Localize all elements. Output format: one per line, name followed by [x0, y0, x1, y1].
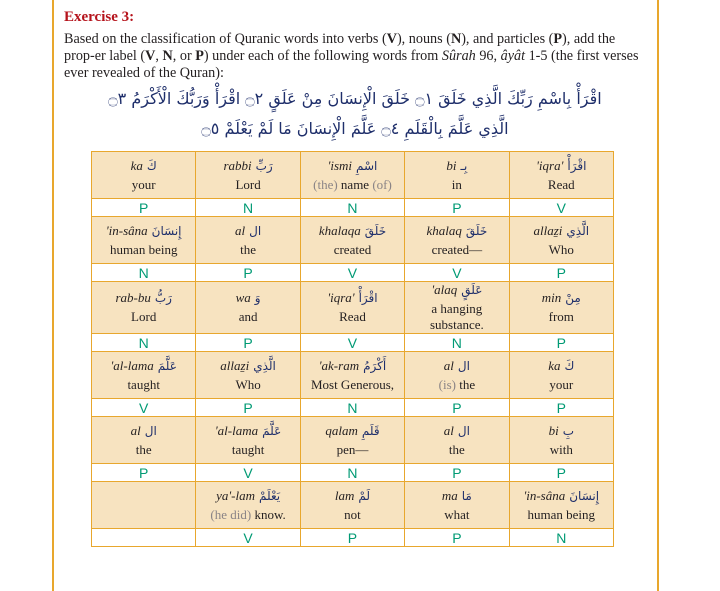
- label-row: [92, 199, 614, 217]
- word-row: [92, 417, 614, 464]
- english-gloss: [92, 242, 195, 258]
- gloss-text: created—: [431, 241, 483, 257]
- english-gloss: [301, 242, 404, 258]
- english-gloss: [510, 242, 613, 258]
- word-class-label: P: [196, 334, 300, 352]
- word-row: [92, 152, 614, 199]
- word-cell: [300, 282, 404, 334]
- word-cell: [92, 282, 196, 334]
- left-margin-rule: [52, 0, 54, 591]
- gloss-text: in: [451, 176, 462, 192]
- gloss-text: created: [333, 241, 372, 257]
- gloss-text: taught: [127, 376, 160, 392]
- word-class-label: P: [405, 464, 509, 482]
- word-class-label: P: [405, 199, 509, 217]
- gloss-text: Most Generous,: [310, 376, 394, 392]
- arabic-word: يَعْلَمْ: [258, 488, 281, 503]
- english-gloss: [405, 301, 508, 333]
- word-cell: [196, 352, 300, 399]
- word-class-label: V: [300, 334, 404, 352]
- gloss-text: your: [131, 176, 156, 192]
- gloss-prefix: (is): [438, 376, 460, 392]
- english-gloss: [196, 242, 299, 258]
- word-classification-table: [91, 151, 614, 547]
- transliteration: 'alaq: [431, 282, 458, 297]
- gloss-text: taught: [231, 441, 265, 457]
- label-row: [92, 399, 614, 417]
- arabic-word: خَلَقَ: [465, 223, 488, 238]
- transliteration: allaẕi: [533, 222, 563, 238]
- quran-verse-line-1: اقْرَأْ بِاسْمِ رَبِّكَ الَّذِي خَلَقَ ۝١ خَلَقَ الْإِنسَانَ مِنْ عَلَقٍ ۝٢ اقْرَأْ وَرَبُّكَ الْأَكْرَمُ ۝٣: [108, 89, 602, 108]
- gloss-text: name: [340, 176, 370, 192]
- word-cell: [196, 282, 300, 334]
- word-cell: [92, 352, 196, 399]
- gloss-text: the: [240, 241, 257, 257]
- word-class-label: N: [509, 529, 613, 547]
- arabic-word: إِنسَانَ: [569, 488, 600, 503]
- transliteration: 'al-lama: [110, 357, 154, 373]
- word-class-label: P: [405, 529, 509, 547]
- word-class-label: V: [92, 399, 196, 417]
- english-gloss: [405, 442, 508, 458]
- transliteration: min: [541, 290, 562, 305]
- arabic-word: اسْمِ: [356, 158, 378, 173]
- english-gloss: [510, 177, 613, 193]
- label-row: [92, 264, 614, 282]
- english-gloss: [301, 442, 404, 458]
- arabic-word: لَمْ: [358, 488, 371, 503]
- gloss-text: human being: [109, 241, 178, 257]
- word-class-label: N: [92, 264, 196, 282]
- word-cell: [405, 417, 509, 464]
- gloss-text: not: [344, 506, 361, 522]
- label-row: [92, 334, 614, 352]
- word-row: [92, 282, 614, 334]
- word-class-label: N: [92, 334, 196, 352]
- gloss-prefix: (he did): [210, 506, 255, 522]
- arabic-word: عَلَقٍ: [461, 283, 483, 297]
- gloss-text: the: [135, 441, 152, 457]
- english-gloss: [301, 377, 404, 393]
- gloss-text: and: [238, 309, 258, 324]
- gloss-text: Who: [235, 376, 261, 392]
- word-class-label: V: [196, 529, 300, 547]
- english-gloss: [510, 442, 613, 458]
- transliteration: 'ak-ram: [318, 357, 360, 373]
- word-cell: [300, 417, 404, 464]
- transliteration: 'in-sâna: [523, 487, 566, 503]
- transliteration: ma: [441, 487, 458, 503]
- transliteration: lam: [334, 487, 355, 503]
- gloss-text: a hanging substance.: [429, 301, 484, 332]
- english-gloss: [405, 177, 508, 193]
- english-gloss: [196, 442, 299, 458]
- arabic-word: الَّذِي: [566, 223, 590, 238]
- english-gloss: [510, 309, 613, 325]
- transliteration: khalaq: [426, 222, 462, 238]
- word-cell: [405, 282, 509, 334]
- transliteration: al: [234, 222, 246, 238]
- word-class-label: N: [300, 464, 404, 482]
- arabic-word: أَكْرَمُ: [363, 358, 387, 373]
- english-gloss: [405, 507, 508, 523]
- english-gloss: [301, 177, 404, 193]
- word-cell: [300, 482, 404, 529]
- transliteration: 'iqra': [327, 290, 355, 305]
- word-cell: [300, 152, 404, 199]
- word-cell: [196, 217, 300, 264]
- word-cell: [509, 152, 613, 199]
- english-gloss: [196, 507, 299, 523]
- arabic-word: عَلَّمَ: [262, 423, 282, 438]
- word-cell: [509, 417, 613, 464]
- transliteration: rabbi: [223, 157, 252, 173]
- word-class-label: N: [196, 199, 300, 217]
- arabic-word: كَ: [146, 158, 157, 173]
- word-cell: [92, 417, 196, 464]
- gloss-text: know.: [254, 506, 286, 522]
- arabic-word: وَ: [254, 291, 261, 305]
- word-class-label: P: [509, 334, 613, 352]
- gloss-text: Who: [548, 241, 574, 257]
- word-class-label: P: [509, 399, 613, 417]
- gloss-suffix: (of): [369, 176, 392, 192]
- word-class-label: N: [300, 399, 404, 417]
- transliteration: 'al-lama: [214, 422, 259, 438]
- word-class-label: P: [92, 464, 196, 482]
- label-row: [92, 464, 614, 482]
- transliteration: ya'-lam: [216, 487, 255, 503]
- transliteration: khalaqa: [318, 222, 361, 238]
- word-cell: [300, 352, 404, 399]
- transliteration: al: [443, 357, 454, 373]
- word-cell: [509, 282, 613, 334]
- exercise-instructions: Based on the classification of Quranic words into verbs (V), nouns (N), and particles (P), add the prop-er label (V, N, or P) under each of the following words from Sûrah 96, âyât 1-5 (the first verses ever revealed of the Quran):: [64, 31, 639, 81]
- arabic-word: كَ: [564, 358, 575, 373]
- gloss-text: human being: [527, 506, 596, 522]
- word-class-label: N: [405, 334, 509, 352]
- arabic-word: الَّذِي: [253, 358, 276, 373]
- transliteration: al: [443, 422, 454, 438]
- exercise-heading: Exercise 3:: [64, 9, 135, 25]
- word-class-label: P: [196, 264, 300, 282]
- gloss-text: your: [549, 376, 574, 392]
- english-gloss: [92, 177, 195, 193]
- english-gloss: [301, 309, 404, 325]
- gloss-text: with: [549, 441, 573, 457]
- transliteration: bi: [446, 157, 457, 173]
- word-class-label: V: [196, 464, 300, 482]
- word-class-label: P: [92, 199, 196, 217]
- arabic-word: بِ: [562, 423, 574, 438]
- word-cell: [196, 152, 300, 199]
- english-gloss: [92, 309, 195, 325]
- transliteration: 'ismi: [327, 157, 353, 173]
- word-class-label: V: [405, 264, 509, 282]
- word-cell: [509, 217, 613, 264]
- quran-verse-line-2: الَّذِي عَلَّمَ بِالْقَلَمِ ۝٤ عَلَّمَ الْإِنسَانَ مَا لَمْ يَعْلَمْ ۝٥: [201, 119, 509, 138]
- word-cell: [405, 352, 509, 399]
- english-gloss: [405, 377, 508, 393]
- transliteration: qalam: [325, 422, 358, 438]
- word-cell: [509, 482, 613, 529]
- english-gloss: [510, 507, 613, 523]
- english-gloss: [301, 507, 404, 523]
- transliteration: allaẕi: [220, 357, 250, 373]
- transliteration: wa: [235, 290, 251, 305]
- word-cell: [92, 217, 196, 264]
- arabic-word: عَلَّمَ: [157, 358, 177, 373]
- english-gloss: [196, 377, 299, 393]
- arabic-word: رَبُّ: [154, 291, 172, 305]
- word-row: [92, 482, 614, 529]
- english-gloss: [92, 377, 195, 393]
- arabic-word: ال: [457, 358, 470, 373]
- gloss-text: what: [444, 506, 470, 522]
- arabic-word: اقْرَأْ: [567, 158, 587, 173]
- arabic-word: قَلَمِ: [361, 423, 380, 438]
- word-cell: [196, 417, 300, 464]
- label-row: [92, 529, 614, 547]
- word-cell: [300, 217, 404, 264]
- gloss-text: from: [548, 309, 574, 324]
- right-margin-rule: [657, 0, 659, 591]
- transliteration: bi: [548, 422, 559, 438]
- transliteration: rab-bu: [115, 290, 151, 305]
- transliteration: 'iqra': [536, 157, 564, 173]
- word-cell: [92, 482, 196, 529]
- word-class-label: P: [509, 264, 613, 282]
- transliteration: ka: [548, 357, 561, 373]
- transliteration: al: [130, 422, 141, 438]
- word-cell: [405, 152, 509, 199]
- word-class-label: [92, 529, 196, 547]
- word-cell: [196, 482, 300, 529]
- gloss-text: Lord: [235, 176, 261, 192]
- english-gloss: [196, 177, 299, 193]
- word-class-label: N: [300, 199, 404, 217]
- english-gloss: [196, 309, 299, 325]
- arabic-word: خَلَقَ: [364, 223, 387, 238]
- word-class-label: V: [509, 199, 613, 217]
- gloss-text: Read: [339, 309, 366, 324]
- word-row: [92, 352, 614, 399]
- arabic-word: مِنْ: [565, 291, 581, 305]
- english-gloss: [405, 242, 508, 258]
- arabic-word: مَا: [461, 488, 472, 503]
- gloss-text: Lord: [131, 309, 157, 324]
- word-row: [92, 217, 614, 264]
- english-gloss: [510, 377, 613, 393]
- gloss-text: the: [448, 441, 465, 457]
- arabic-word: ال: [457, 423, 470, 438]
- word-class-label: P: [196, 399, 300, 417]
- arabic-word: ال: [249, 223, 262, 238]
- word-class-label: P: [300, 529, 404, 547]
- arabic-word: اقْرَأْ: [358, 291, 378, 305]
- gloss-text: Read: [547, 176, 575, 192]
- word-cell: [405, 482, 509, 529]
- word-cell: [405, 217, 509, 264]
- transliteration: 'in-sâna: [105, 222, 148, 238]
- arabic-word: إِنسَانَ: [151, 223, 182, 238]
- word-class-label: P: [405, 399, 509, 417]
- arabic-word: رَبِّ: [255, 158, 273, 173]
- gloss-text: the: [459, 376, 476, 392]
- english-gloss: [92, 442, 195, 458]
- gloss-text: pen—: [336, 441, 369, 457]
- arabic-word: بِـ: [460, 158, 468, 173]
- word-cell: [509, 352, 613, 399]
- transliteration: ka: [130, 157, 143, 173]
- word-class-label: V: [300, 264, 404, 282]
- word-cell: [92, 152, 196, 199]
- arabic-word: ال: [144, 423, 157, 438]
- word-class-label: P: [509, 464, 613, 482]
- gloss-prefix: (the): [313, 176, 341, 192]
